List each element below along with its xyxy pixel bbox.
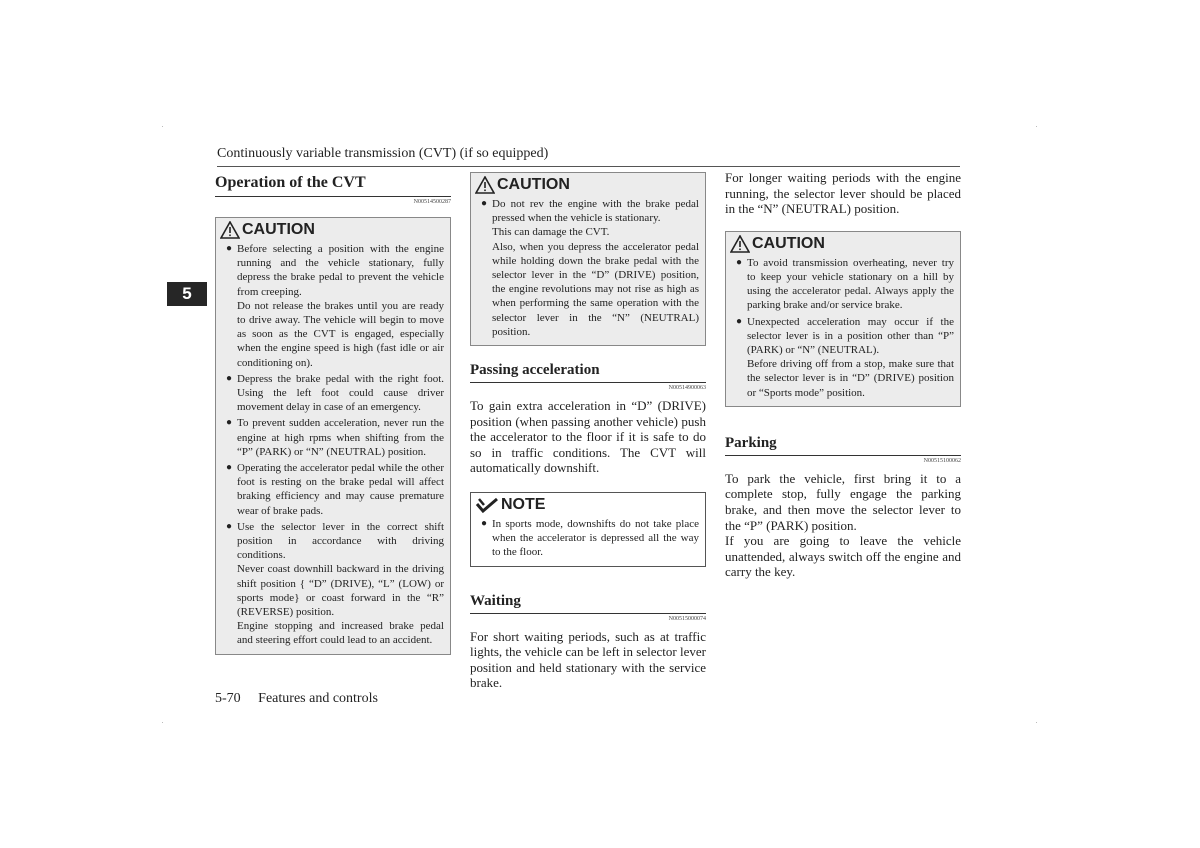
bullet-item (481, 517, 699, 560)
bullet-icon: ● (226, 520, 233, 532)
bullet-item (226, 372, 444, 415)
page-header: Continuously variable transmission (CVT) (if so equipped) (217, 146, 960, 167)
page-footer (215, 691, 378, 707)
section-code: N00515100062 (923, 457, 961, 464)
caution-box (470, 172, 706, 346)
parking-text: To park the vehicle, first bring it to a complete stop, fully engage the parking brake, and then move the selector lever to the “P” (PARK) position. (725, 470, 961, 533)
caution-label: CAUTION (497, 176, 570, 193)
column-3 (725, 170, 961, 580)
note-box (470, 492, 706, 567)
bullet-text: Depress the brake pedal with the right foot. Using the left foot could cause driver movement delay in case of an emergency. (237, 372, 444, 414)
checkmark-icon (475, 497, 499, 513)
caution-body (216, 240, 450, 654)
note-label: NOTE (501, 496, 546, 513)
bullet-text: Do not rev the engine with the brake pedal pressed when the vehicle is stationary. (492, 198, 699, 225)
note-body (471, 515, 705, 566)
passing-text: To gain extra acceleration in “D” (DRIVE) position (when passing another vehicle) push the accelerator to the floor if it is safe to do so in traffic conditions. The CVT will automatically downshift. (470, 398, 706, 476)
caution-header (216, 218, 450, 240)
bullet-item (226, 461, 444, 518)
caution-body (471, 195, 705, 345)
bullet-text: To prevent sudden acceleration, never run the engine at high rpms when shifting from the “P” (PARK) or “N” (NEUTRAL) position. (237, 417, 444, 458)
bullet-text: To avoid transmission overheating, never try to keep your vehicle stationary on a hill by using the accelerator pedal. Always apply the parking brake and/or service brake. (747, 256, 954, 312)
warning-icon (475, 176, 495, 194)
caution-label: CAUTION (242, 221, 315, 238)
waiting-text: For short waiting periods, such as at traffic lights, the vehicle can be left in selector lever position and held stationary with the service brake. (470, 628, 706, 691)
bullet-text: This can damage the CVT. (492, 226, 610, 239)
section-title-operation: Operation of the CVT (215, 174, 451, 197)
caution-label: CAUTION (752, 234, 825, 252)
bullet-item (736, 256, 954, 313)
column-1 (215, 174, 451, 655)
bullet-item (226, 520, 444, 648)
warning-icon (730, 235, 750, 253)
caution-box (215, 217, 451, 655)
bullet-text: Never coast downhill backward in the driving shift position { “D” (DRIVE), “L” (LOW) or sports mode} or coast forward in the “R” (REVERSE) position. (237, 563, 444, 619)
page-number: 5-70 (215, 691, 241, 706)
bullet-icon: ● (736, 256, 743, 268)
bullet-text: Engine stopping and increased brake pedal and steering effort could lead to an accident. (237, 620, 444, 647)
registration-mark (162, 126, 163, 127)
note-header (471, 493, 705, 515)
bullet-item (481, 197, 699, 339)
bullet-item (226, 416, 444, 459)
registration-mark (162, 722, 163, 723)
section-code: N00514500287 (413, 199, 451, 205)
caution-header (471, 173, 705, 195)
chapter-tab: 5 (167, 282, 207, 306)
bullet-text: In sports mode, downshifts do not take place when the accelerator is depressed all the way to the floor. (492, 518, 699, 559)
caution-body (726, 254, 960, 406)
bullet-text: Also, when you depress the accelerator pedal while holding down the brake pedal with the selector lever in the “D” (DRIVE) position, the engine revolutions may not rise as high as when performing the same operation with the selector lever in the “N” (NEUTRAL) position. (492, 240, 699, 338)
section-title-passing: Passing acceleration (470, 362, 706, 383)
bullet-text: Operating the accelerator pedal while the other foot is resting on the brake pedal will affect braking efficiency and may cause premature wear of brake pads. (237, 462, 444, 517)
waiting-continued-text: For longer waiting periods with the engine running, the selector lever should be placed in the “N” (NEUTRAL) position. (725, 170, 961, 217)
column-2 (470, 172, 706, 691)
section-title-parking: Parking (725, 435, 961, 456)
registration-mark (1036, 126, 1037, 127)
bullet-icon: ● (736, 315, 743, 327)
bullet-item (736, 315, 954, 400)
warning-icon (220, 221, 240, 239)
caution-box (725, 231, 961, 407)
bullet-text: Before selecting a position with the engine running and the vehicle stationary, fully depress the brake pedal to prevent the vehicle from creeping. (237, 243, 444, 298)
registration-mark (1036, 722, 1037, 723)
caution-header (726, 232, 960, 254)
bullet-text: Do not release the brakes until you are ready to drive away. The vehicle will begin to move as soon as the CVT is engaged, especially when the engine speed is high (fast idle or air conditioning on). (237, 299, 444, 369)
bullet-text: Unexpected acceleration may occur if the selector lever is in a position other than “P” (PARK) or “N” (NEUTRAL). (747, 315, 954, 356)
bullet-icon: ● (226, 243, 233, 254)
section-code: N00514900063 (668, 385, 706, 392)
bullet-item (226, 242, 444, 370)
footer-section: Features and controls (258, 691, 378, 706)
bullet-icon: ● (226, 417, 233, 429)
section-title-waiting: Waiting (470, 593, 706, 614)
bullet-text: Use the selector lever in the correct shift position in accordance with driving conditions. (237, 520, 444, 562)
bullet-icon: ● (481, 518, 488, 529)
bullet-icon: ● (226, 462, 233, 474)
parking-text: If you are going to leave the vehicle unattended, always switch off the engine and carry the key. (725, 533, 961, 580)
bullet-icon: ● (226, 372, 233, 384)
bullet-icon: ● (481, 198, 488, 209)
bullet-text: Before driving off from a stop, make sure that the selector lever is in “D” (DRIVE) position or “Sports mode” position. (747, 358, 954, 399)
section-code: N00515000074 (668, 615, 706, 622)
